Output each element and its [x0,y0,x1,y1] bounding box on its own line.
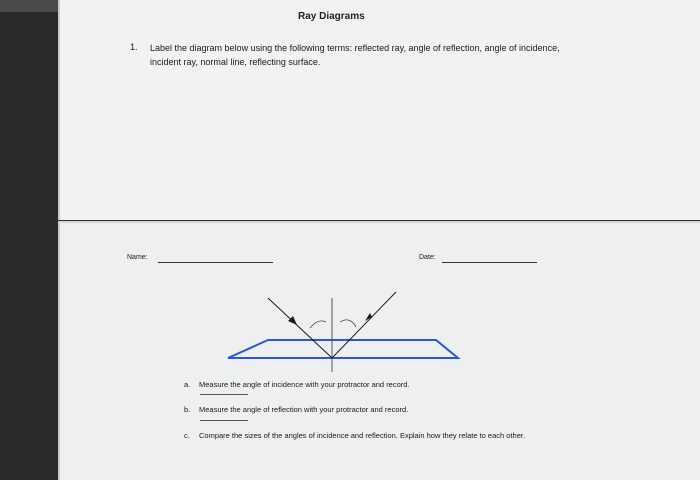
item-a-text: Measure the angle of incidence with your protractor and record. [199,380,410,389]
page-title: Ray Diagrams [298,11,365,22]
question-text: Label the diagram below using the following terms: reflected ray, angle of reflection, angle of incidence, incident ray, normal line, reflecting surface. [150,43,560,67]
item-a-answer-line [200,394,248,395]
reflected-ray [332,292,396,358]
item-b-text: Measure the angle of reflection with your protractor and record. [199,405,409,414]
angle-of-incidence-arc [310,321,326,328]
item-b-answer-line [200,420,248,421]
item-a-letter: a. [184,380,191,389]
name-label: Name: [127,254,148,261]
reflecting-surface [228,340,458,358]
incident-ray [268,298,332,358]
date-label: Date: [419,254,436,261]
item-c-letter: c. [184,431,190,440]
item-b-letter: b. [184,405,191,414]
item-c-text: Compare the sizes of the angles of incidence and reflection. Explain how they relate to each other. [199,431,526,440]
question-number: 1. [130,42,138,52]
angle-of-reflection-arc [340,320,356,327]
